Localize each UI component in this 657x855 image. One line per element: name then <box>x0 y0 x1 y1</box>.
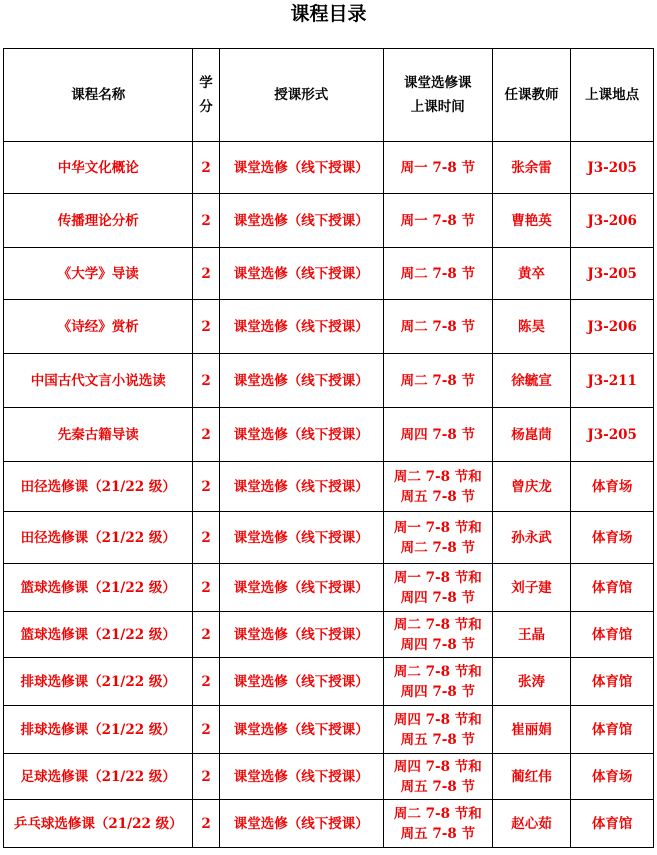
location-cell: 体育馆 <box>571 612 654 658</box>
credit-cell: 2 <box>193 354 219 408</box>
course-name-cell: 排球选修课（21/22 级） <box>4 706 193 754</box>
time-line1: 周一 7-8 节 <box>400 159 475 176</box>
course-name-cell: 《诗经》赏析 <box>4 300 193 354</box>
time-line1: 周二 7-8 节 <box>400 372 475 389</box>
time-line1: 周一 7-8 节和 <box>393 519 482 536</box>
table-row <box>4 248 654 300</box>
teacher-cell: 杨崑茼 <box>492 408 571 462</box>
course-name-cell: 排球选修课（21/22 级） <box>4 658 193 706</box>
course-name-cell: 传播理论分析 <box>4 194 193 248</box>
teacher-cell: 蔺红伟 <box>492 754 571 800</box>
location-cell: 体育馆 <box>571 658 654 706</box>
time-cell <box>383 706 492 754</box>
credit-cell: 2 <box>193 754 219 800</box>
time-cell <box>383 564 492 612</box>
header-teacher: 任课教师 <box>492 49 571 142</box>
format-cell: 课堂选修（线下授课） <box>219 142 383 194</box>
time-line2: 周五 7-8 节 <box>400 731 475 748</box>
time-line1: 周二 7-8 节和 <box>393 663 482 680</box>
course-name-cell: 篮球选修课（21/22 级） <box>4 612 193 658</box>
header-credit-line1: 学 <box>199 75 213 91</box>
time-line1: 周四 7-8 节 <box>400 426 475 443</box>
time-cell <box>383 612 492 658</box>
format-cell: 课堂选修（线下授课） <box>219 408 383 462</box>
time-line1: 周二 7-8 节和 <box>393 468 482 485</box>
time-cell <box>383 248 492 300</box>
header-time-line1: 课堂选修课 <box>404 75 472 91</box>
table-row <box>4 658 654 706</box>
time-line1: 周二 7-8 节 <box>400 318 475 335</box>
format-cell: 课堂选修（线下授课） <box>219 564 383 612</box>
teacher-cell: 徐毓宣 <box>492 354 571 408</box>
table-row <box>4 706 654 754</box>
location-cell: 体育场 <box>571 462 654 512</box>
teacher-cell: 张余雷 <box>492 142 571 194</box>
location-cell: J3-206 <box>571 300 654 354</box>
teacher-cell: 曹艳英 <box>492 194 571 248</box>
location-cell: 体育馆 <box>571 564 654 612</box>
table-header-row <box>4 49 654 142</box>
format-cell: 课堂选修（线下授课） <box>219 612 383 658</box>
header-time-line2: 上课时间 <box>410 99 465 115</box>
time-cell <box>383 754 492 800</box>
header-format: 授课形式 <box>219 49 383 142</box>
course-name-cell: 乒乓球选修课（21/22 级） <box>4 800 193 848</box>
teacher-cell: 曾庆龙 <box>492 462 571 512</box>
location-cell: J3-206 <box>571 194 654 248</box>
time-cell <box>383 512 492 564</box>
table-row <box>4 754 654 800</box>
page-title: 课程目录 <box>290 3 367 25</box>
location-cell: 体育场 <box>571 754 654 800</box>
location-cell: J3-205 <box>571 408 654 462</box>
time-cell <box>383 658 492 706</box>
location-cell: J3-211 <box>571 354 654 408</box>
time-line2: 周四 7-8 节 <box>400 683 475 700</box>
credit-cell: 2 <box>193 248 219 300</box>
time-cell <box>383 462 492 512</box>
credit-cell: 2 <box>193 194 219 248</box>
credit-cell: 2 <box>193 800 219 848</box>
table-row <box>4 408 654 462</box>
teacher-cell: 王晶 <box>492 612 571 658</box>
table-row <box>4 512 654 564</box>
table-row <box>4 800 654 848</box>
course-table-body <box>4 142 654 848</box>
credit-cell: 2 <box>193 462 219 512</box>
time-cell <box>383 408 492 462</box>
credit-cell: 2 <box>193 706 219 754</box>
credit-cell: 2 <box>193 408 219 462</box>
time-line2: 周四 7-8 节 <box>400 589 475 606</box>
time-cell <box>383 800 492 848</box>
teacher-cell: 黄卒 <box>492 248 571 300</box>
format-cell: 课堂选修（线下授课） <box>219 194 383 248</box>
time-line1: 周四 7-8 节和 <box>393 758 482 775</box>
header-credit <box>193 49 219 142</box>
time-cell <box>383 142 492 194</box>
location-cell: 体育馆 <box>571 800 654 848</box>
teacher-cell: 崔丽娟 <box>492 706 571 754</box>
time-line2: 周五 7-8 节 <box>400 488 475 505</box>
location-cell: 体育馆 <box>571 706 654 754</box>
format-cell: 课堂选修（线下授课） <box>219 512 383 564</box>
format-cell: 课堂选修（线下授课） <box>219 706 383 754</box>
teacher-cell: 陈昊 <box>492 300 571 354</box>
time-line2: 周五 7-8 节 <box>400 825 475 842</box>
header-course-name: 课程名称 <box>4 49 193 142</box>
course-name-cell: 中国古代文言小说选读 <box>4 354 193 408</box>
time-line1: 周二 7-8 节和 <box>393 805 482 822</box>
format-cell: 课堂选修（线下授课） <box>219 248 383 300</box>
credit-cell: 2 <box>193 300 219 354</box>
header-time <box>383 49 492 142</box>
course-name-cell: 《大学》导读 <box>4 248 193 300</box>
time-line1: 周一 7-8 节和 <box>393 569 482 586</box>
time-cell <box>383 300 492 354</box>
course-name-cell: 中华文化概论 <box>4 142 193 194</box>
teacher-cell: 张涛 <box>492 658 571 706</box>
table-row <box>4 300 654 354</box>
time-cell <box>383 354 492 408</box>
course-table <box>3 48 654 848</box>
format-cell: 课堂选修（线下授课） <box>219 658 383 706</box>
format-cell: 课堂选修（线下授课） <box>219 354 383 408</box>
course-name-cell: 篮球选修课（21/22 级） <box>4 564 193 612</box>
table-row <box>4 612 654 658</box>
course-name-cell: 田径选修课（21/22 级） <box>4 462 193 512</box>
format-cell: 课堂选修（线下授课） <box>219 462 383 512</box>
format-cell: 课堂选修（线下授课） <box>219 800 383 848</box>
header-location: 上课地点 <box>571 49 654 142</box>
credit-cell: 2 <box>193 564 219 612</box>
credit-cell: 2 <box>193 142 219 194</box>
table-row <box>4 564 654 612</box>
teacher-cell: 孙永武 <box>492 512 571 564</box>
time-line2: 周五 7-8 节 <box>400 778 475 795</box>
teacher-cell: 刘子建 <box>492 564 571 612</box>
course-name-cell: 先秦古籍导读 <box>4 408 193 462</box>
table-row <box>4 354 654 408</box>
location-cell: J3-205 <box>571 248 654 300</box>
table-row <box>4 142 654 194</box>
teacher-cell: 赵心茹 <box>492 800 571 848</box>
header-credit-line2: 分 <box>199 99 213 115</box>
course-name-cell: 足球选修课（21/22 级） <box>4 754 193 800</box>
time-line1: 周二 7-8 节和 <box>393 616 482 633</box>
credit-cell: 2 <box>193 658 219 706</box>
time-cell <box>383 194 492 248</box>
course-name-cell: 田径选修课（21/22 级） <box>4 512 193 564</box>
location-cell: 体育场 <box>571 512 654 564</box>
time-line1: 周二 7-8 节 <box>400 265 475 282</box>
time-line1: 周四 7-8 节和 <box>393 711 482 728</box>
credit-cell: 2 <box>193 512 219 564</box>
time-line1: 周一 7-8 节 <box>400 212 475 229</box>
table-row <box>4 462 654 512</box>
format-cell: 课堂选修（线下授课） <box>219 754 383 800</box>
time-line2: 周二 7-8 节 <box>400 539 475 556</box>
credit-cell: 2 <box>193 612 219 658</box>
format-cell: 课堂选修（线下授课） <box>219 300 383 354</box>
time-line2: 周四 7-8 节 <box>400 636 475 653</box>
table-row <box>4 194 654 248</box>
location-cell: J3-205 <box>571 142 654 194</box>
